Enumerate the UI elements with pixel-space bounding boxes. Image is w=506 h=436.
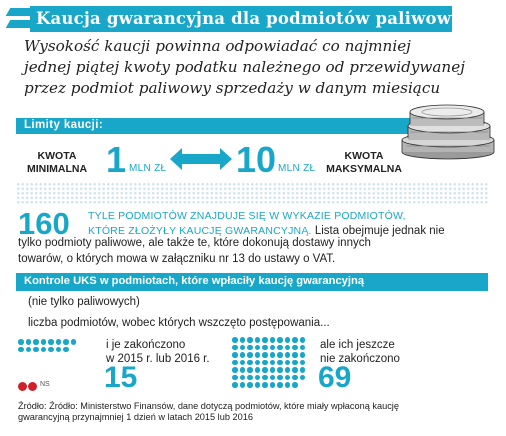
lead-line: przez podmiot paliwowy sprzedaży w danym miesiącu [24, 79, 441, 97]
entity-dot [255, 382, 261, 388]
entity-dot [255, 352, 261, 358]
logo-circle-icon [28, 382, 37, 391]
entity-dot [240, 360, 246, 366]
entity-dot [270, 352, 276, 358]
entity-dot [33, 347, 39, 353]
uks-question: liczba podmiotów, wobec których wszczęto postępowania... [28, 317, 330, 329]
entity-dot [247, 360, 253, 366]
entity-dot [285, 337, 291, 343]
max-label-line1: KWOTA [344, 150, 384, 162]
entity-dot [270, 382, 276, 388]
entity-dot [300, 375, 306, 381]
max-label-line2: MAKSYMALNA [326, 163, 402, 175]
entity-dot [300, 367, 306, 373]
entity-dot [255, 337, 261, 343]
lead-line: jednej piątej kwoty podatku należnego od przewidywanej [24, 58, 465, 76]
entity-dot [247, 345, 253, 351]
entity-dot [240, 382, 246, 388]
entity-dot [247, 367, 253, 373]
publisher-logo [18, 381, 78, 393]
ongoing-value: 69 [318, 361, 352, 394]
entity-dot [240, 375, 246, 381]
max-amount-unit: MLN ZŁ [278, 163, 316, 174]
registry-line1: TYLE PODMIOTÓW ZNAJDUJE SIĘ W WYKAZIE PODMIOTÓW, [88, 210, 406, 222]
registry-line4: towarów, o których mowa w załączniku nr 13 do ustawy o VAT. [18, 253, 336, 265]
limits-header: Limity kaucji: [24, 119, 104, 131]
entity-dot [270, 337, 276, 343]
entity-dot [26, 347, 32, 353]
entity-dot [232, 367, 238, 373]
uks-header: Kontrole UKS w podmiotach, które wpłaciły kaucję gwarancyjną [24, 275, 365, 287]
entity-dot [240, 345, 246, 351]
entity-dot [41, 339, 47, 345]
finished-line2: w 2015 r. lub 2016 r. [106, 353, 210, 365]
entity-dot [292, 345, 298, 351]
entity-dot [33, 339, 39, 345]
entity-dot [232, 375, 238, 381]
entity-dot [292, 360, 298, 366]
finished-value: 15 [104, 361, 138, 394]
max-amount-value: 10 [236, 139, 277, 180]
entity-dot [292, 375, 298, 381]
page-title: Kaucja gwarancyjna dla podmiotów paliwowych [36, 9, 484, 28]
entity-dot [255, 360, 261, 366]
entity-dot [277, 337, 283, 343]
ongoing-dot-grid [232, 337, 312, 393]
entity-dot [41, 347, 47, 353]
ongoing-line2: nie zakończono [320, 353, 400, 365]
entity-dot [63, 347, 69, 353]
entity-dot [247, 375, 253, 381]
entity-dot [240, 352, 246, 358]
entity-dot [262, 337, 268, 343]
max-amount-label [318, 150, 410, 176]
entity-dot [292, 367, 298, 373]
entity-dot [262, 352, 268, 358]
entity-dot [247, 337, 253, 343]
min-label-line2: MINIMALNA [26, 163, 88, 175]
entity-dot [247, 352, 253, 358]
entity-dot [232, 352, 238, 358]
entity-dot [300, 337, 306, 343]
entity-dot [71, 339, 77, 345]
entity-dot [277, 352, 283, 358]
entity-dot [262, 345, 268, 351]
coin-stack-icon [396, 98, 500, 160]
min-amount-value: 1 [106, 139, 127, 180]
entity-dot [270, 375, 276, 381]
source-line1: Źródło: Źródło: Ministerstwo Finansów, dane dotyczą podmiotów, które miały wpłaconą kaucję [18, 401, 399, 411]
entity-dot [277, 367, 283, 373]
entity-dot [277, 345, 283, 351]
entity-dot [277, 382, 283, 388]
entity-dot [255, 367, 261, 373]
registry-count: 160 [18, 206, 70, 241]
entity-dot [232, 337, 238, 343]
source-line2: gwarancyjną przynajmniej 1 dzień w latach 2015 lub 2016 [18, 412, 253, 422]
entity-dot [26, 339, 32, 345]
entity-dot [300, 345, 306, 351]
entity-dot [292, 352, 298, 358]
entity-dot [285, 375, 291, 381]
uks-subheader: (nie tylko paliwowych) [28, 296, 140, 308]
entity-dot [48, 339, 54, 345]
logo-circle-icon [18, 382, 27, 391]
logo-text: NS [40, 381, 50, 388]
registry-line2-blue: KTÓRE ZŁOŻYŁY KAUCJĘ GWARANCYJNĄ. [88, 225, 312, 237]
entity-dot [285, 352, 291, 358]
registry-line3: tylko podmioty paliwowe, ale także te, które dokonują dostawy innych [18, 237, 371, 249]
entity-dot [240, 367, 246, 373]
entity-dot [270, 360, 276, 366]
ongoing-line1: ale ich jeszcze [320, 339, 395, 351]
entity-dot [285, 360, 291, 366]
entity-dot [285, 367, 291, 373]
entity-dot [292, 382, 298, 388]
entity-dot [262, 375, 268, 381]
finished-dot-grid [18, 339, 78, 355]
entity-dot [232, 382, 238, 388]
lead-text [24, 36, 494, 99]
entity-dot [18, 347, 24, 353]
limits-header-bar [16, 118, 426, 134]
entity-dot [232, 360, 238, 366]
entity-dot [18, 339, 24, 345]
entity-dot [300, 352, 306, 358]
min-amount-unit: MLN ZŁ [129, 163, 167, 174]
entity-dot [63, 339, 69, 345]
entity-dot [270, 345, 276, 351]
entity-dot [56, 347, 62, 353]
lead-line: Wysokość kaucji powinna odpowiadać co najmniej [24, 37, 411, 55]
title-bar [30, 6, 484, 32]
double-arrow-icon [170, 147, 232, 171]
entity-dot [277, 360, 283, 366]
entity-dot [262, 367, 268, 373]
entity-dot [56, 339, 62, 345]
entity-dot [292, 337, 298, 343]
entity-dot [240, 337, 246, 343]
entity-dot [48, 347, 54, 353]
entity-dot [300, 360, 306, 366]
min-amount-label [14, 150, 100, 176]
entity-dot [285, 345, 291, 351]
dotted-band [16, 182, 488, 204]
entity-dot [277, 375, 283, 381]
entity-dot [247, 382, 253, 388]
finished-line1: i je zakończono [106, 339, 186, 351]
registry-line2-black: Lista obejmuje jednak nie [311, 225, 445, 237]
entity-dot [262, 360, 268, 366]
uks-header-bar [16, 273, 488, 291]
min-label-line1: KWOTA [37, 150, 77, 162]
entity-dot [285, 382, 291, 388]
entity-dot [232, 345, 238, 351]
entity-dot [255, 345, 261, 351]
entity-dot [270, 367, 276, 373]
entity-dot [255, 375, 261, 381]
entity-dot [262, 382, 268, 388]
